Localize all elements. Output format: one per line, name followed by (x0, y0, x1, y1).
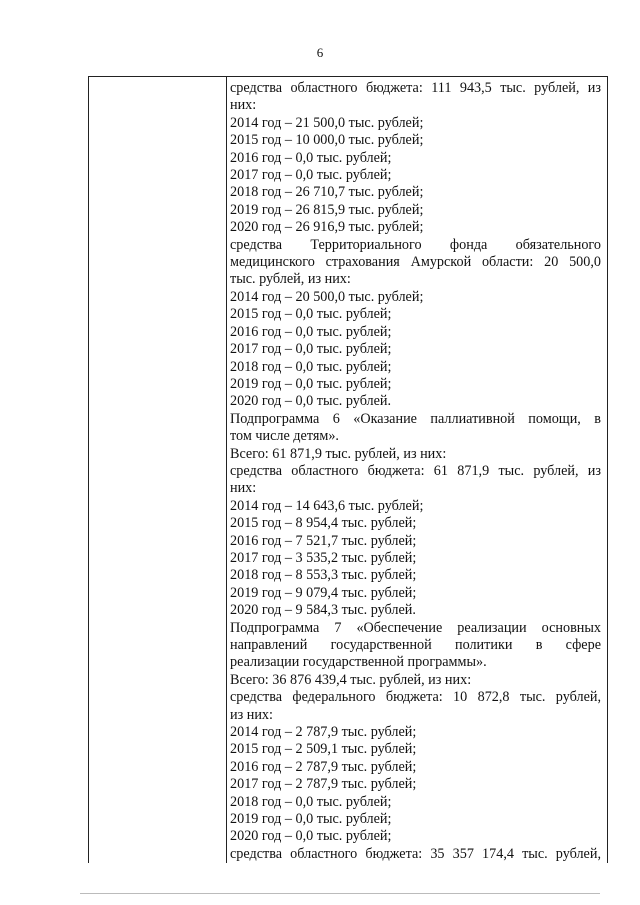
text-line: 2019 год – 0,0 тыс. рублей; (230, 375, 392, 392)
text-line: 2017 год – 0,0 тыс. рублей; (230, 341, 392, 358)
text-line: 2017 год – 3 535,2 тыс. рублей; (230, 549, 417, 566)
text-line: средства областного бюджета: 61 871,9 тыс. рублей, из (230, 462, 601, 479)
text-line: 2017 год – 2 787,9 тыс. рублей; (230, 776, 417, 793)
text-line: 2016 год – 2 787,9 тыс. рублей; (230, 758, 417, 775)
text-line: средства областного бюджета: 35 357 174,4 тыс. рублей, (230, 845, 601, 862)
text-line: тыс. рублей, из них: (230, 271, 351, 288)
text-line: из них: (230, 706, 273, 723)
text-line: 2019 год – 0,0 тыс. рублей; (230, 811, 392, 828)
text-line: 2018 год – 8 553,3 тыс. рублей; (230, 567, 417, 584)
text-line: 2020 год – 9 584,3 тыс. рублей. (230, 602, 416, 619)
text-line: 2018 год – 0,0 тыс. рублей; (230, 793, 392, 810)
text-line: 2014 год – 2 787,9 тыс. рублей; (230, 724, 417, 741)
text-line: 2016 год – 0,0 тыс. рублей; (230, 149, 392, 166)
text-line: 2018 год – 26 710,7 тыс. рублей; (230, 184, 424, 201)
text-line: 2014 год – 14 643,6 тыс. рублей; (230, 497, 424, 514)
text-line: Подпрограмма 7 «Обеспечение реализации основных (230, 619, 601, 636)
text-line: 2014 год – 20 500,0 тыс. рублей; (230, 288, 424, 305)
text-line: том числе детям». (230, 428, 339, 445)
text-line: медицинского страхования Амурской области: 20 500,0 (230, 254, 601, 271)
text-line: средства федерального бюджета: 10 872,8 тыс. рублей, (230, 689, 601, 706)
text-line: 2018 год – 0,0 тыс. рублей; (230, 358, 392, 375)
text-line: средства областного бюджета: 111 943,5 тыс. рублей, из (230, 80, 601, 96)
text-line: 2015 год – 8 954,4 тыс. рублей; (230, 515, 417, 532)
text-line: реализации государственной программы». (230, 654, 487, 671)
text-line: Всего: 61 871,9 тыс. рублей, из них: (230, 445, 447, 462)
text-line: 2019 год – 26 815,9 тыс. рублей; (230, 201, 424, 218)
text-line: Всего: 36 876 439,4 тыс. рублей, из них: (230, 671, 472, 688)
funding-text-cell (230, 80, 601, 863)
text-line: 2020 год – 0,0 тыс. рублей. (230, 393, 392, 410)
text-line: 2020 год – 0,0 тыс. рублей; (230, 828, 392, 845)
text-line: 2020 год – 26 916,9 тыс. рублей; (230, 219, 424, 236)
text-line: Подпрограмма 6 «Оказание паллиативной помощи, в (230, 410, 601, 427)
text-line: направлений государственной политики в сфере (230, 637, 601, 653)
text-line: 2015 год – 10 000,0 тыс. рублей; (230, 132, 424, 149)
text-line: 2016 год – 0,0 тыс. рублей; (230, 323, 392, 340)
text-line: 2019 год – 9 079,4 тыс. рублей; (230, 584, 417, 601)
text-line: 2014 год – 21 500,0 тыс. рублей; (230, 114, 424, 131)
text-line: 2015 год – 0,0 тыс. рублей; (230, 306, 392, 323)
text-line: них: (230, 97, 257, 114)
text-line: 2016 год – 7 521,7 тыс. рублей; (230, 532, 417, 549)
text-line: средства Территориального фонда обязательного (230, 236, 601, 253)
text-line: них: (230, 480, 257, 497)
column-divider (226, 77, 227, 863)
text-line: 2015 год – 2 509,1 тыс. рублей; (230, 741, 417, 758)
text-line: 2017 год – 0,0 тыс. рублей; (230, 167, 392, 184)
document-table (88, 76, 608, 863)
page-number: 6 (316, 45, 324, 60)
page-bottom-rule (80, 893, 600, 894)
